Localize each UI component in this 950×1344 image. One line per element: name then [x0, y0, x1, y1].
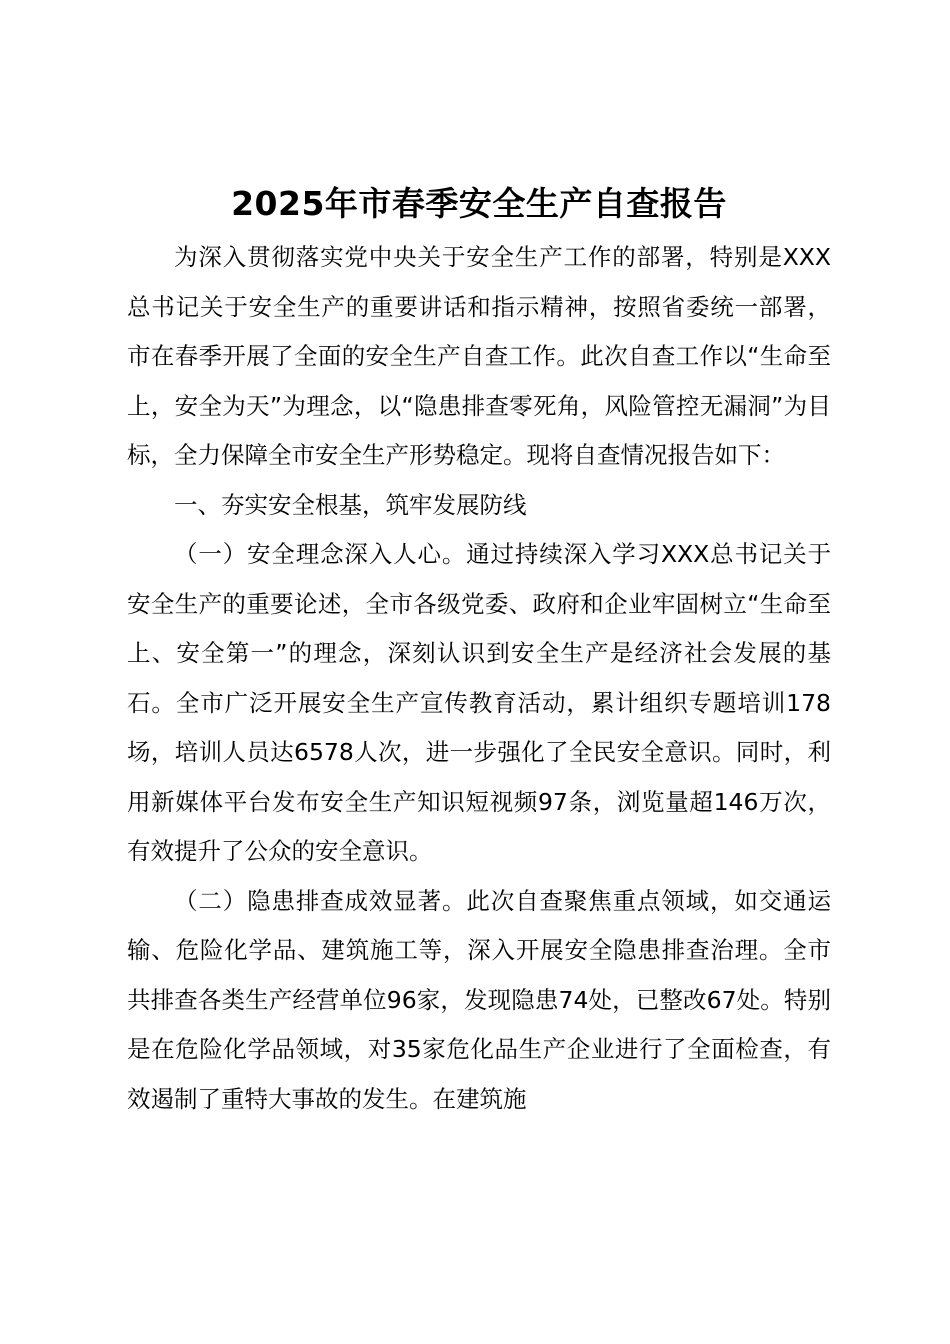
section-1-paragraph-2: （二）隐患排查成效显著。此次自查聚焦重点领域，如交通运输、危险化学品、建筑施工等，深入开展安全隐患排查治理。全市共排查各类生产经营单位96家，发现隐患74处，已整改67处。特别是在危险化学品领域，对35家危化品生产企业进行了全面检查，有效遏制了重特大事故的发生。在建筑施 [127, 886, 831, 1113]
section-1-paragraph-1: （一）安全理念深入人心。通过持续深入学习XXX总书记关于安全生产的重要论述，全市各级党委、政府和企业牢固树立“生命至上、安全第一”的理念，深刻认识到安全生产是经济社会发展的基石。全市广泛开展安全生产宣传教育活动，累计组织专题培训178场，培训人员达6578人次，进一步强化了全民安全意识。同时，利用新媒体平台发布安全生产知识短视频97条，浏览量超146万次，有效提升了公众的安全意识。 [127, 540, 831, 865]
document-title: 2025年市春季安全生产自查报告 [231, 184, 727, 223]
intro-paragraph: 为深入贯彻落实党中央关于安全生产工作的部署，特别是XXX总书记关于安全生产的重要讲话和指示精神，按照省委统一部署，市在春季开展了全面的安全生产自查工作。此次自查工作以“生命至上，安全为天”为理念，以“隐患排查零死角，风险管控无漏洞”为目标，全力保障全市安全生产形势稳定。现将自查情况报告如下： [127, 243, 831, 469]
section-heading-1: 一、夯实安全根基，筑牢发展防线 [174, 490, 527, 519]
document-page [127, 178, 831, 1124]
